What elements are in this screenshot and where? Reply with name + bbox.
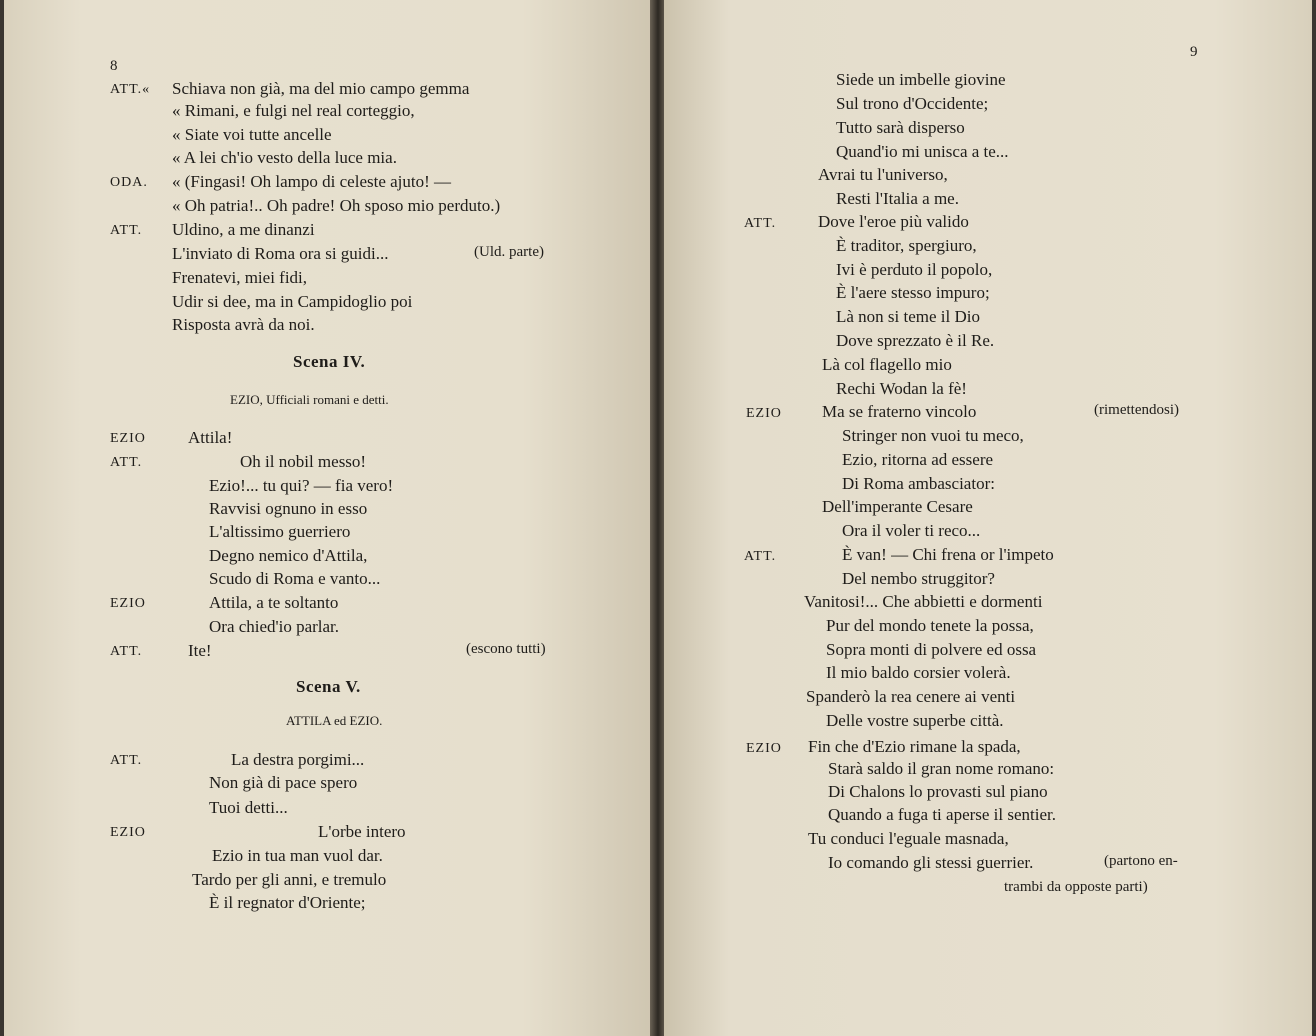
verse-line: Ezio!... tu qui? — fia vero! (209, 476, 394, 495)
speaker-label: ATT.« (110, 82, 151, 97)
verse-line: Avrai tu l'universo, (818, 165, 948, 184)
verse-line: Sopra monti di polvere ed ossa (826, 640, 1037, 659)
speaker-label: ATT. (110, 223, 143, 238)
verse-line: Fin che d'Ezio rimane la spada, (808, 737, 1021, 756)
scene-characters: EZIO, Ufficiali romani e detti. (230, 392, 389, 407)
stage-direction: (partono en- (1104, 853, 1178, 869)
speaker-label: EZIO (746, 741, 782, 756)
verse-line: L'inviato di Roma ora si guidi... (172, 244, 389, 263)
stage-direction: (Uld. parte) (474, 244, 544, 260)
verse-line: Attila! (188, 428, 233, 447)
verse-line: È l'aere stesso impuro; (836, 283, 990, 302)
verse-line: L'altissimo guerriero (209, 522, 351, 541)
verse-line: Resti l'Italia a me. (836, 189, 959, 208)
speaker-label: ATT. (110, 753, 143, 768)
scene-title: Scena IV. (293, 352, 366, 371)
verse-line: Udir si dee, ma in Campidoglio poi (172, 292, 413, 311)
speaker-label: EZIO (110, 431, 146, 446)
verse-line: Tardo per gli anni, e tremulo (192, 870, 387, 889)
speaker-label: ATT. (110, 644, 143, 659)
verse-line: Risposta avrà da noi. (172, 315, 315, 334)
verse-line: La destra porgimi... (231, 750, 365, 769)
verse-line: Attila, a te soltanto (209, 593, 339, 612)
speaker-label: ATT. (744, 549, 777, 564)
verse-line: Degno nemico d'Attila, (209, 546, 368, 565)
verse-line: Io comando gli stessi guerrier. (828, 853, 1034, 872)
verse-line: Tutto sarà disperso (836, 118, 965, 137)
verse-line: Delle vostre superbe città. (826, 711, 1004, 730)
verse-line: Dove sprezzato è il Re. (836, 331, 995, 350)
verse-line: Di Roma ambasciator: (842, 474, 995, 493)
verse-line: « A lei ch'io vesto della luce mia. (172, 148, 397, 167)
verse-line: « (Fingasi! Oh lampo di celeste ajuto! — (172, 172, 452, 191)
page-number: 8 (110, 58, 118, 74)
verse-line: Quand'io mi unisca a te... (836, 142, 1009, 161)
verse-line: Il mio baldo corsier volerà. (826, 663, 1011, 682)
speaker-label: ATT. (744, 216, 777, 231)
verse-line: Ezio, ritorna ad essere (842, 450, 994, 469)
verse-line: « Oh patria!.. Oh padre! Oh sposo mio perduto.) (172, 196, 501, 215)
verse-line: Oh il nobil messo! (240, 452, 367, 471)
verse-line: Schiava non già, ma del mio campo gemma (172, 79, 470, 98)
verse-line: Del nembo struggitor? (842, 569, 995, 588)
verse-line: Ezio in tua man vuol dar. (212, 846, 383, 865)
scene-title: Scena V. (296, 677, 361, 696)
verse-line: Vanitosi!... Che abbietti e dormenti (804, 592, 1043, 611)
verse-line: Frenatevi, miei fidi, (172, 268, 308, 287)
verse-line: È il regnator d'Oriente; (209, 893, 366, 912)
speaker-label: EZIO (110, 596, 146, 611)
verse-line: Dell'imperante Cesare (822, 497, 973, 516)
verse-line: Scudo di Roma e vanto... (209, 569, 381, 588)
speaker-label: ATT. (110, 455, 143, 470)
verse-line: « Siate voi tutte ancelle (172, 125, 332, 144)
verse-line: È traditor, spergiuro, (836, 236, 977, 255)
verse-line: Ora il voler ti reco... (842, 521, 981, 540)
verse-line: Quando a fuga ti aperse il sentier. (828, 805, 1057, 824)
verse-line: Là col flagello mio (822, 355, 952, 374)
verse-line: Dove l'eroe più valido (818, 212, 969, 231)
verse-line: Ite! (188, 641, 212, 660)
verse-line: Non già di pace spero (209, 773, 358, 792)
verse-line: Pur del mondo tenete la possa, (826, 616, 1034, 635)
verse-line: Tuoi detti... (209, 798, 288, 817)
verse-line: « Rimani, e fulgi nel real corteggio, (172, 101, 415, 120)
verse-line: Là non si teme il Dio (836, 307, 981, 326)
stage-direction: (rimettendosi) (1094, 402, 1179, 418)
speaker-label: EZIO (746, 406, 782, 421)
verse-line: Di Chalons lo provasti sul piano (828, 782, 1048, 801)
right-page (664, 0, 1312, 1036)
verse-line: Siede un imbelle giovine (836, 70, 1006, 89)
page-number: 9 (1190, 44, 1198, 60)
verse-line: Ma se fraterno vincolo (822, 402, 977, 421)
left-page (4, 0, 652, 1036)
stage-direction: trambi da opposte parti) (1004, 879, 1148, 895)
speaker-label: EZIO (110, 825, 146, 840)
scene-characters: ATTILA ed EZIO. (286, 713, 383, 728)
verse-line: Spanderò la rea cenere ai venti (806, 687, 1016, 706)
verse-line: Uldino, a me dinanzi (172, 220, 315, 239)
verse-line: È van! — Chi frena or l'impeto (842, 545, 1054, 564)
speaker-label: ODA. (110, 175, 148, 190)
verse-line: Starà saldo il gran nome romano: (828, 759, 1055, 778)
verse-line: Stringer non vuoi tu meco, (842, 426, 1024, 445)
verse-line: Sul trono d'Occidente; (836, 94, 989, 113)
verse-line: Ivi è perduto il popolo, (836, 260, 993, 279)
verse-line: Ravvisi ognuno in esso (209, 499, 368, 518)
verse-line: Ora chied'io parlar. (209, 617, 340, 636)
stage-direction: (escono tutti) (466, 641, 546, 657)
verse-line: Tu conduci l'eguale masnada, (808, 829, 1009, 848)
verse-line: Rechi Wodan la fè! (836, 379, 967, 398)
verse-line: L'orbe intero (318, 822, 406, 841)
